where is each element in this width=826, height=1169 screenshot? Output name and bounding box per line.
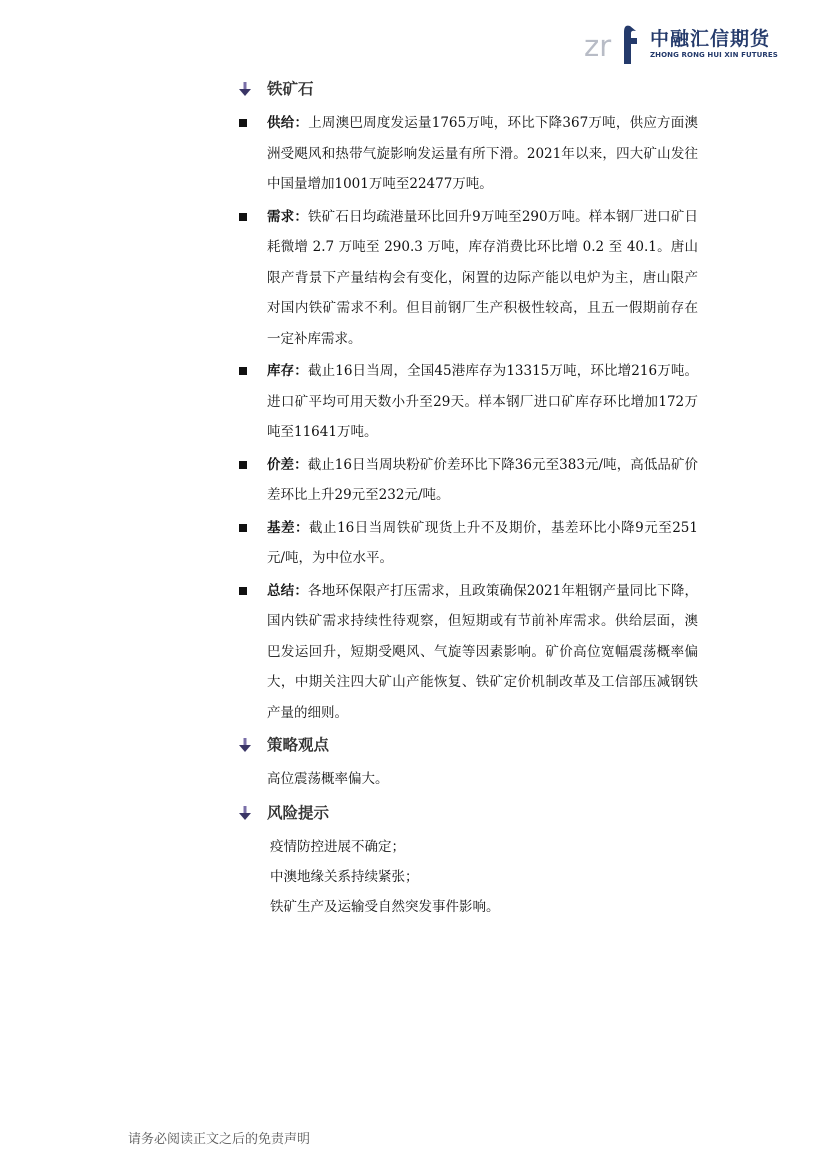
section-heading-iron-ore bbox=[238, 76, 698, 104]
risk-item: 疫情防控进展不确定； bbox=[270, 839, 405, 855]
square-bullet-icon bbox=[239, 587, 247, 595]
bullet-text: 各地环保限产打压需求，且政策确保2021年粗钢产量同比下降，国内铁矿需求持续性待观察，但短期或有节前补库需求。供给层面，澳巴发运回升，短期受飓风、气旋等因素影响。矿价高位宽幅震荡概率偏大，中期关注四大矿山产能恢复、铁矿定价机制改革及工信部压减钢铁产量的细则。 bbox=[267, 582, 699, 721]
section-arrow-icon bbox=[238, 82, 252, 96]
svg-text:zr: zr bbox=[584, 29, 612, 63]
logo-chinese-name: 中融汇信期货 bbox=[650, 28, 771, 50]
square-bullet-icon bbox=[239, 461, 247, 469]
section-arrow-icon bbox=[238, 806, 252, 820]
bullet-text: 截止16日当周块粉矿价差环比下降36元至383元/吨，高低品矿价差环比上升29元至232元/吨。 bbox=[267, 456, 699, 503]
bullet-text: 截止16日当周铁矿现货上升不及期价，基差环比小降9元至251元/吨，为中位水平。 bbox=[267, 519, 698, 566]
section-heading-strategy bbox=[238, 732, 698, 760]
footer-disclaimer: 请务必阅读正文之后的免责声明 bbox=[128, 1132, 311, 1147]
company-logo bbox=[584, 20, 784, 64]
bullet-label: 需求： bbox=[267, 208, 309, 225]
bullet-text: 上周澳巴周度发运量1765万吨，环比下降367万吨，供应方面澳洲受飓风和热带气旋影响发运量有所下滑。2021年以来，四大矿山发往中国量增加1001万吨至22477万吨。 bbox=[267, 115, 699, 192]
section-title: 铁矿石 bbox=[267, 80, 314, 98]
risk-item: 中澳地缘关系持续紧张； bbox=[270, 869, 419, 885]
bullet-label: 价差： bbox=[267, 456, 308, 473]
square-bullet-icon bbox=[239, 119, 247, 127]
bullet-label: 库存： bbox=[267, 363, 308, 379]
bullet-label: 总结： bbox=[267, 582, 309, 599]
bullet-inventory bbox=[238, 356, 698, 448]
strategy-text: 高位震荡概率偏大。 bbox=[267, 771, 389, 787]
section-heading-risk bbox=[238, 800, 698, 828]
zrf-logo-mark-icon bbox=[584, 20, 644, 64]
square-bullet-icon bbox=[239, 367, 247, 375]
section-arrow-icon bbox=[238, 738, 252, 752]
bullet-text: 截止16日当周，全国45港库存为13315万吨，环比增216万吨。进口矿平均可用天数小升至29天。样本钢厂进口矿库存环比增加172万吨至11641万吨。 bbox=[267, 363, 698, 440]
report-body bbox=[238, 76, 698, 922]
bullet-demand bbox=[238, 202, 698, 355]
bullet-summary bbox=[238, 576, 698, 729]
bullet-basis bbox=[238, 513, 698, 574]
bullet-label: 供给： bbox=[267, 115, 309, 131]
logo-english-name: ZHONG RONG HUI XIN FUTURES bbox=[650, 51, 778, 59]
bullet-spread bbox=[238, 450, 698, 511]
square-bullet-icon bbox=[239, 213, 247, 221]
risk-item: 铁矿生产及运输受自然突发事件影响。 bbox=[270, 899, 500, 915]
square-bullet-icon bbox=[239, 524, 247, 532]
section-title: 风险提示 bbox=[267, 804, 330, 822]
bullet-text: 铁矿石日均疏港量环比回升9万吨至290万吨。样本钢厂进口矿日耗微增 2.7 万吨至 290.3 万吨，库存消费比环比增 0.2 至 40.1。唐山限产背景下产量结构会有变化，闲置的边际产能以电炉为主，唐山限产对国内铁矿需求不利。但目前钢厂生产积极性较高，且五一假期前存在一定补库需求。 bbox=[267, 208, 698, 347]
section-title: 策略观点 bbox=[267, 736, 330, 754]
bullet-supply bbox=[238, 108, 698, 200]
bullet-label: 基差： bbox=[267, 519, 310, 536]
